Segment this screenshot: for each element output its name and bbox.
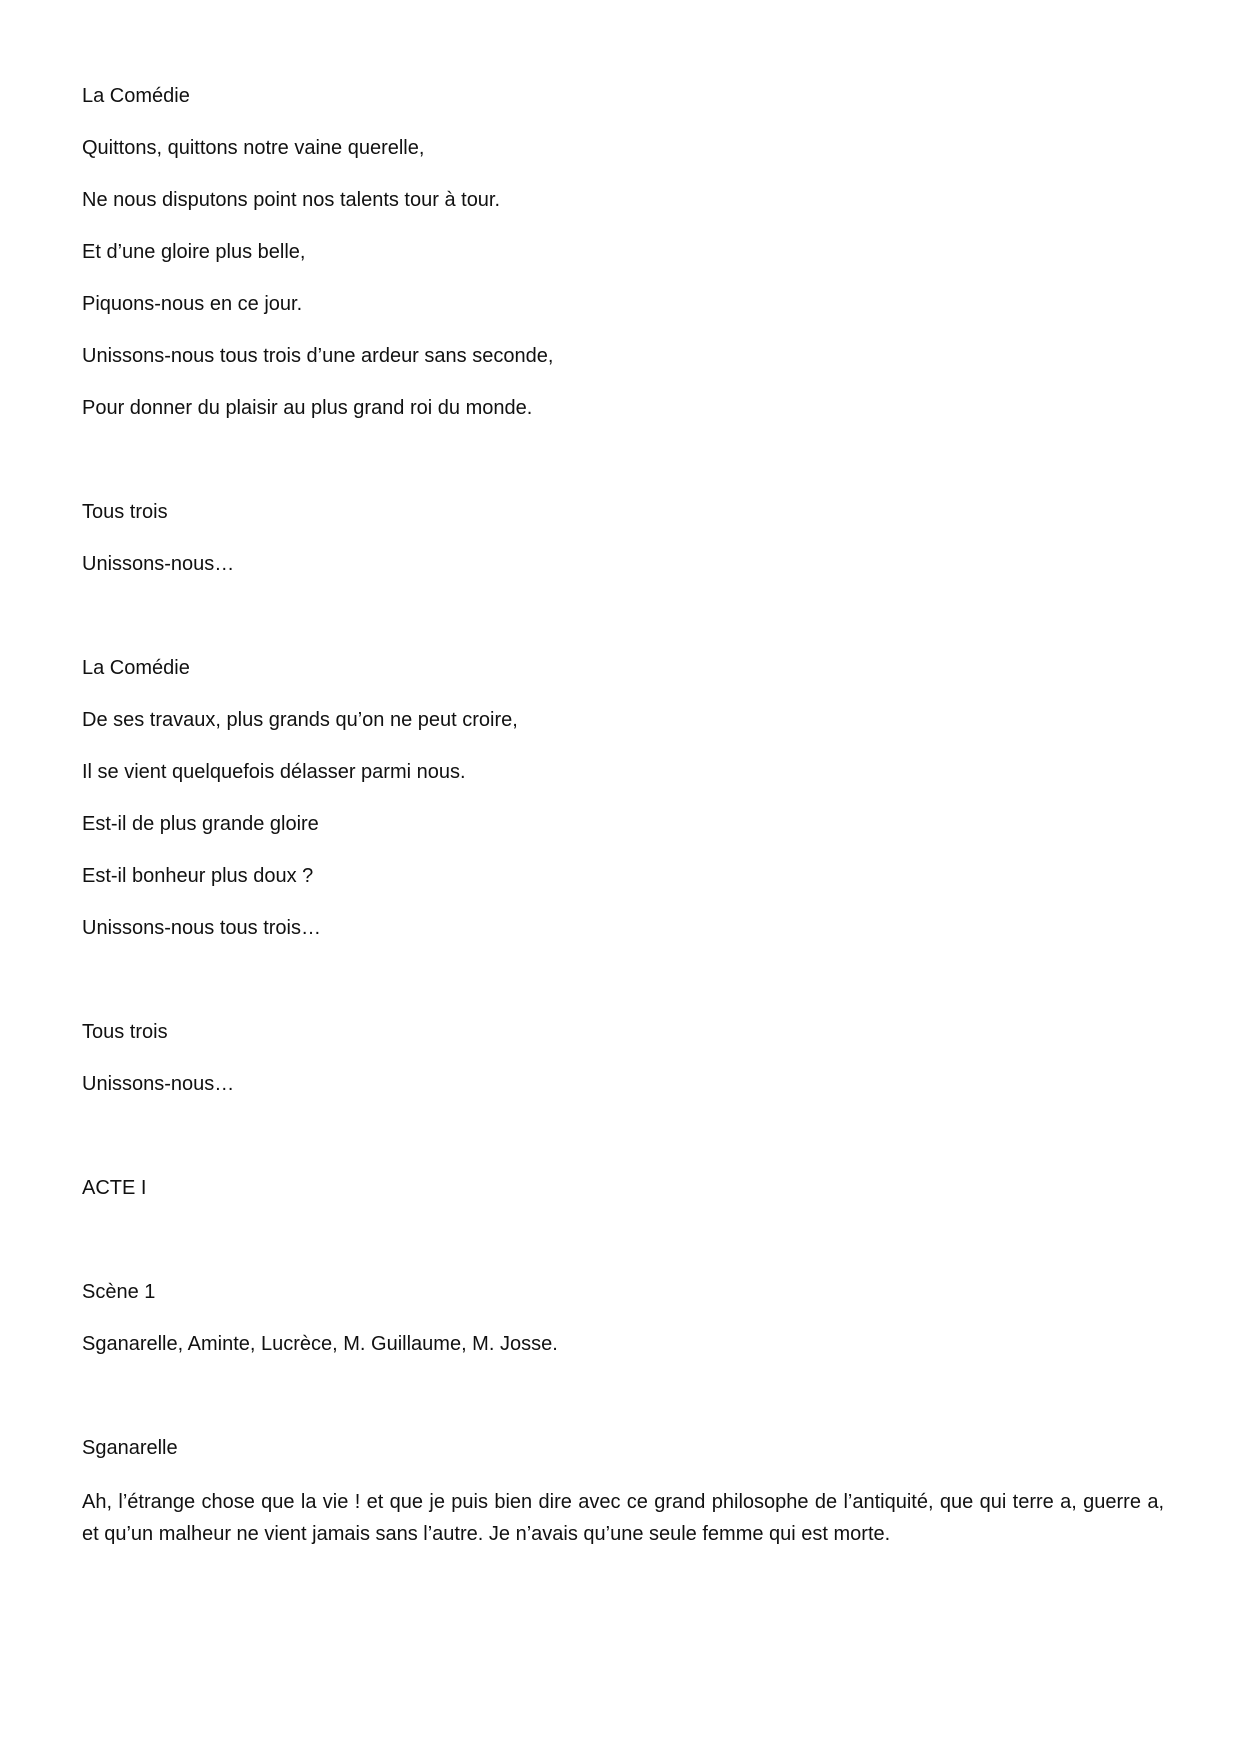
blank-line [82,1122,1164,1174]
act-title: ACTE I [82,1177,147,1199]
verse-line: Unissons-nous… [82,553,235,575]
verse-line: Piquons-nous en ce jour. [82,293,303,315]
verse-line: Est-il bonheur plus doux ? [82,865,314,887]
scene-title: Scène 1 [82,1281,156,1303]
blank-line [82,966,1164,1018]
scene-characters: Sganarelle, Aminte, Lucrèce, M. Guillaume, M. Josse. [82,1333,558,1355]
verse-line: Il se vient quelquefois délasser parmi nous. [82,761,466,783]
speaker-name: La Comédie [82,85,190,107]
verse-line: Unissons-nous… [82,1073,235,1095]
verse-line: De ses travaux, plus grands qu’on ne peut croire, [82,709,518,731]
blank-line [82,1226,1164,1278]
speech-paragraph: Ah, l’étrange chose que la vie ! et que je puis bien dire avec ce grand philosophe de l’antiquité, que qui terre a, guerre a, et qu’un malheur ne vient jamais sans l’autre. Je n’avais qu’une seule femme qui est morte. [82,1491,1164,1545]
verse-line: Ne nous disputons point nos talents tour à tour. [82,189,501,211]
verse-line: Pour donner du plaisir au plus grand roi du monde. [82,397,533,419]
verse-line: Et d’une gloire plus belle, [82,241,306,263]
document-body [82,82,1164,1550]
speaker-name: Tous trois [82,501,168,523]
verse-line: Quittons, quittons notre vaine querelle, [82,137,425,159]
blank-line [82,602,1164,654]
verse-line: Unissons-nous tous trois… [82,917,321,939]
blank-line [82,446,1164,498]
speaker-name: Tous trois [82,1021,168,1043]
verse-line: Est-il de plus grande gloire [82,813,319,835]
speaker-name: La Comédie [82,657,190,679]
speaker-name: Sganarelle [82,1437,178,1459]
verse-line: Unissons-nous tous trois d’une ardeur sans seconde, [82,345,554,367]
blank-line [82,1382,1164,1434]
